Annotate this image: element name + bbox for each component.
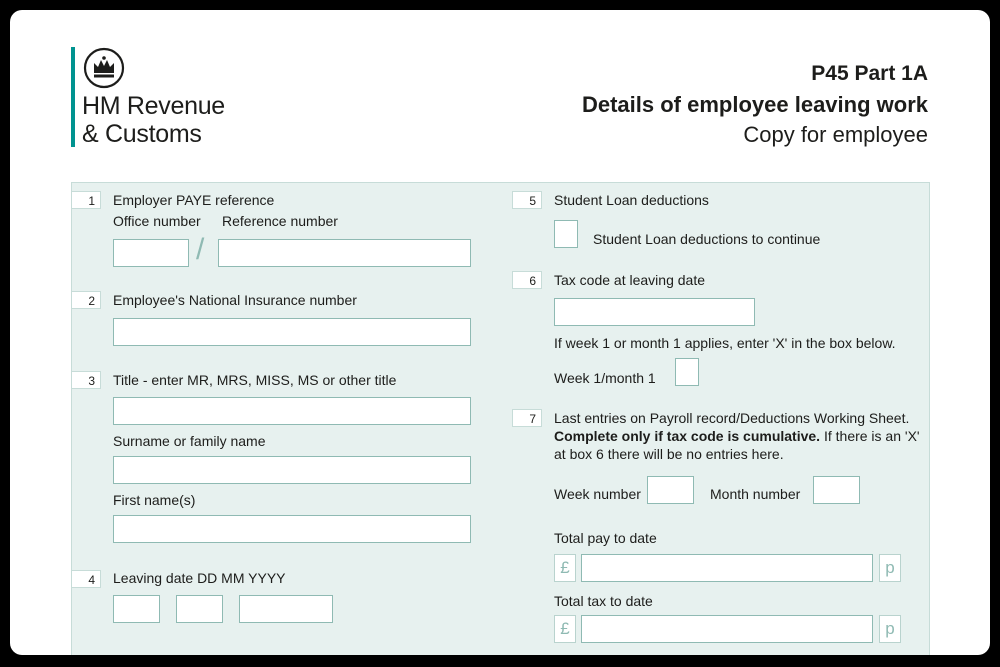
question-number-7: 7 (512, 409, 542, 427)
total-tax-pence-sign: p (879, 615, 901, 643)
week-number-label: Week number (554, 486, 641, 502)
hmrc-brand (82, 92, 225, 148)
week1-month1-checkbox[interactable] (675, 358, 699, 386)
office-number-label: Office number (113, 213, 201, 229)
question-number-2: 2 (71, 291, 101, 309)
last-entries-line-2 (554, 428, 920, 444)
form-title: Details of employee leaving work (581, 92, 928, 117)
first-names-field[interactable] (113, 515, 471, 543)
royal-crest-icon (83, 47, 125, 89)
brand-line-1: HM Revenue (82, 92, 225, 120)
form-page (10, 10, 990, 655)
total-tax-field[interactable] (581, 615, 873, 643)
total-pay-pence-sign: p (879, 554, 901, 582)
month-number-label: Month number (710, 486, 801, 502)
employer-paye-label: Employer PAYE reference (113, 192, 275, 208)
total-pay-field[interactable] (581, 554, 873, 582)
reference-number-label: Reference number (222, 213, 338, 229)
tax-code-field[interactable] (554, 298, 755, 326)
student-loan-continue-label: Student Loan deductions to continue (593, 231, 821, 247)
leaving-date-year-field[interactable] (239, 595, 333, 623)
student-loan-checkbox[interactable] (554, 220, 578, 248)
total-tax-pound-sign: £ (554, 615, 576, 643)
ni-number-field[interactable] (113, 318, 471, 346)
last-entries-line-3: at box 6 there will be no entries here. (554, 446, 784, 462)
brand-line-2: & Customs (82, 120, 202, 148)
form-subtitle: Copy for employee (743, 122, 928, 147)
total-pay-label: Total pay to date (554, 530, 657, 546)
question-number-3: 3 (71, 371, 101, 389)
tax-code-label: Tax code at leaving date (554, 272, 705, 288)
question-number-5: 5 (512, 191, 542, 209)
week1-note: If week 1 or month 1 applies, enter 'X' in the box below. (554, 335, 896, 351)
leaving-date-label: Leaving date DD MM YYYY (113, 570, 286, 586)
question-number-1: 1 (71, 191, 101, 209)
student-loan-label: Student Loan deductions (554, 192, 709, 208)
office-number-field[interactable] (113, 239, 189, 267)
x-at-box-6-note: If there is an 'X' (820, 428, 920, 444)
title-field[interactable] (113, 397, 471, 425)
cumulative-instruction: Complete only if tax code is cumulative. (554, 428, 821, 444)
week-number-field[interactable] (647, 476, 694, 504)
leaving-date-month-field[interactable] (176, 595, 223, 623)
week1-month1-label: Week 1/month 1 (554, 370, 656, 386)
last-entries-line-1: Last entries on Payroll record/Deductions Working Sheet. (554, 410, 910, 426)
form-panel (71, 182, 930, 655)
paye-separator: / (196, 233, 205, 266)
form-id: P45 Part 1A (811, 62, 928, 85)
leaving-date-day-field[interactable] (113, 595, 160, 623)
question-number-6: 6 (512, 271, 542, 289)
surname-label: Surname or family name (113, 433, 266, 449)
total-tax-label: Total tax to date (554, 593, 653, 609)
surname-field[interactable] (113, 456, 471, 484)
total-pay-pound-sign: £ (554, 554, 576, 582)
title-label: Title - enter MR, MRS, MISS, MS or other title (113, 372, 397, 388)
month-number-field[interactable] (813, 476, 860, 504)
ni-number-label: Employee's National Insurance number (113, 292, 357, 308)
logo-accent-bar (71, 47, 75, 147)
reference-number-field[interactable] (218, 239, 471, 267)
first-names-label: First name(s) (113, 492, 196, 508)
question-number-4: 4 (71, 570, 101, 588)
